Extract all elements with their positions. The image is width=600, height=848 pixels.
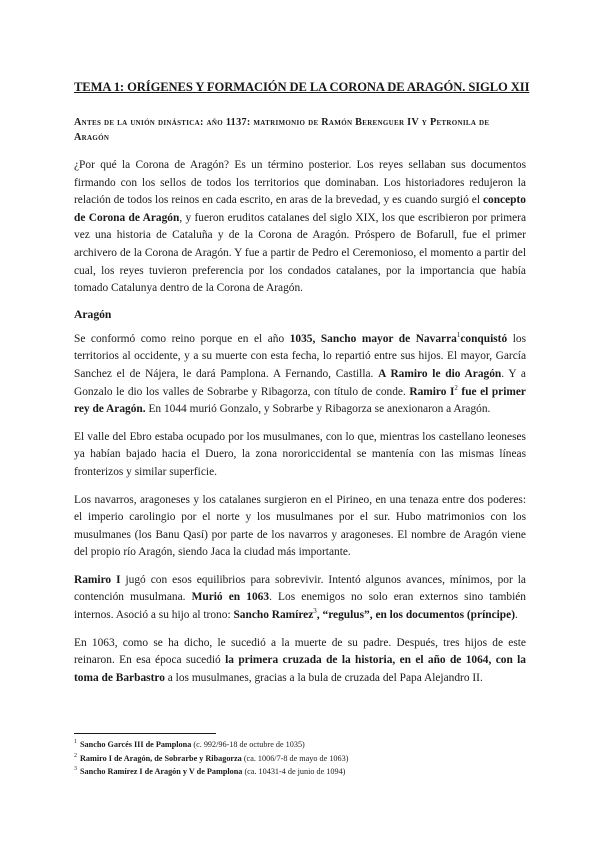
footnote-ref-1[interactable]: 1 [456, 330, 461, 339]
footnote-ref-3[interactable]: 3 [313, 607, 317, 616]
page-title: TEMA 1: ORÍGENES Y FORMACIÓN DE LA CORONA DE ARAGÓN. SIGLO XII [74, 80, 530, 94]
paragraph-corona: ¿Por qué la Corona de Aragón? Es un término posterior. Los reyes sellaban sus documentos firmando con los sellos de todos los territorios que dominaban. Los historiadores redujeron la relación de todos los reinos en cada escrito, en aras de la brevedad, y es cuando surgió el concepto de Corona de Aragón, y fueron eruditos catalanes del siglo XIX, los que escribieron por primera vez una historia de Cataluña y de la Corona de Aragón. Próspero de Bofarull, fue el primer archivero de la Corona de Aragón. Y fue a partir de Pedro el Ceremonioso, el momento a partir del cual, los reyes tuvieron preferencia por los condados catalanes, por la importancia que había tomado Catalunya dentro de la Corona de Aragón. [74, 159, 526, 295]
paragraph-pirineo: Los navarros, aragoneses y los catalanes surgieron en el Pirineo, en una tenaza entre dos poderes: el imperio carolingio por el norte y los musulmanes por el sur. Hubo matrimonios con los musulmanes (los Banu Qasí) por parte de los navarros y aragoneses. El nombre de Aragón viene del propio río Aragón, siendo Jaca la ciudad más importante. [74, 493, 526, 559]
subheading-aragon: Aragón [74, 307, 112, 321]
paragraph-ebro: El valle del Ebro estaba ocupado por los musulmanes, con lo que, mientras los castellano leoneses ya habían bajado hacia el Duero, la zona nororiccidental se mantenía con las mismas líneas fronterizos y similar superficie. [74, 430, 526, 478]
document-body [74, 80, 530, 697]
footnotes [74, 733, 526, 779]
section-heading: Antes de la unión dinástica: año 1137: matrimonio de Ramón Berenguer IV y Petronila de Aragón [74, 117, 490, 143]
paragraph-cruzada: En 1063, como se ha dicho, le sucedió a la muerte de su padre. Después, tres hijos de este reinaron. En esa época sucedió la primera cruzada de la historia, en el año de 1064, con la toma de Barbastro a los musulmanes, gracias a la bula de cruzada del Papa Alejandro II. [74, 636, 526, 684]
paragraph-aragon-origin: Se conformó como reino porque en el año 1035, Sancho mayor de Navarra$^1$conquistó los territorios al occidente, y a su muerte con esta fecha, lo repartió entre sus hijos. El mayor, García Sanchez el de Nájera, le dará Pamplona. A Fernando, Castilla. A Ramiro le dio Aragón. Y a Gonzalo le dio los valles de Sobrarbe y Ribagorza, con título de conde. Ramiro $I^2$ fue el primer rey de Aragón. En 1044 murió Gonzalo, y Sobrarbe y Ribagorza se anexionaron a Aragón. [74, 330, 526, 416]
paragraph-ramiro: Ramiro I jugó con esos equilibrios para sobrevivir. Intentó algunos avances, mínimos, por la contención musulmana. Murió en 1063. Los enemigos no solo eran externos sino también internos. Asoció a su hijo al trono: Sancho Ramírez$^3$, “regulus”, en los documentos (príncipe). [74, 573, 526, 622]
footnote-2: $^2$ Ramiro I de Aragón, de Sobrarbe y Ribagorza (ca. 1006/7-8 de mayo de 1063) [74, 752, 349, 763]
footnote-divider [74, 733, 216, 734]
footnote-3: $^3$ Sancho Ramírez I de Aragón y V de Pamplona (ca. 10431-4 de junio de 1094) [74, 766, 346, 776]
bold-concepto: concepto de Corona de Aragón [74, 194, 526, 224]
footnote-ref-2[interactable]: 2 [454, 383, 458, 392]
footnote-1: $^1$ Sancho Garcés III de Pamplona (c. 992/96-18 de octubre de 1035) [74, 739, 305, 749]
